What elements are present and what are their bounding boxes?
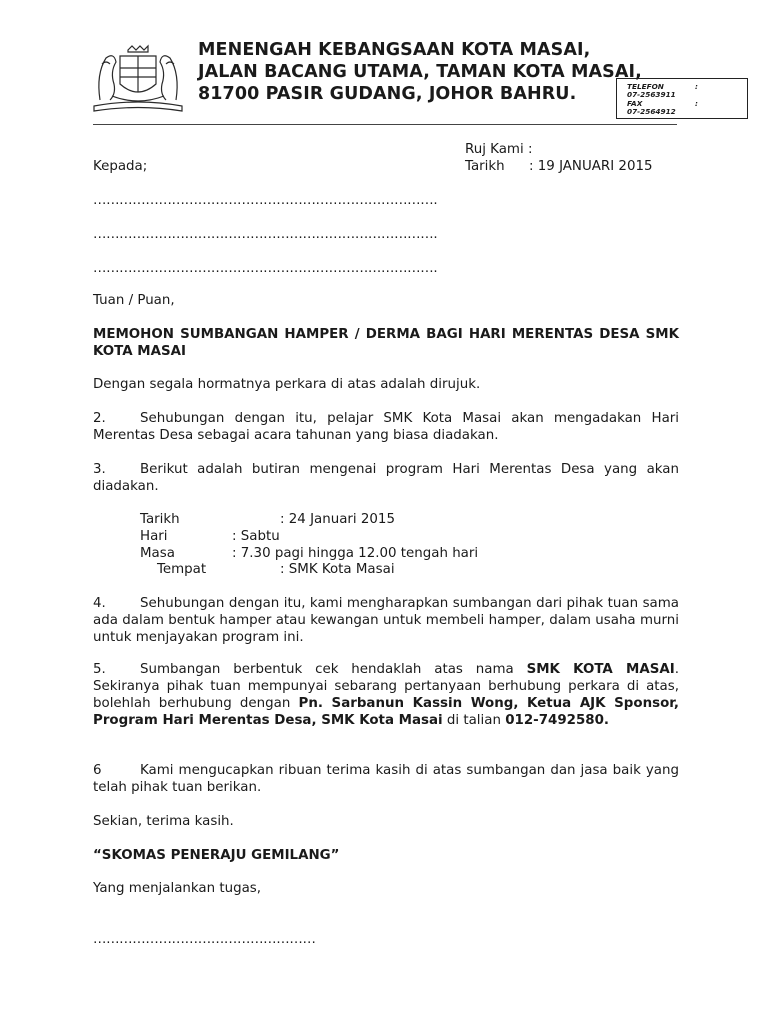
detail-hari-label: Hari: [140, 529, 168, 544]
salutation: Tuan / Puan,: [93, 293, 175, 308]
closing-yang: Yang menjalankan tugas,: [93, 881, 262, 896]
paragraph-5-text-a: Sumbangan berbentuk cek hendaklah atas nama: [140, 662, 527, 677]
paragraph-5-text-c: . Sekiranya pihak tuan mempunyai sebarang pertanyaan berhubung perkara di atas, bolehlah berhubung dengan: [93, 662, 679, 711]
school-motto: “SKOMAS PENERAJU GEMILANG”: [93, 848, 340, 863]
contact-person: Pn. Sarbanun Kassin Wong, Ketua AJK Sponsor, Program Hari Merentas Desa, SMK Kota Masai: [93, 696, 679, 728]
paragraph-3: [93, 461, 679, 495]
recipient-line-2: …………………………………………………………………….: [93, 227, 438, 242]
paragraph-2-text: Sehubungan dengan itu, pelajar SMK Kota Masai akan mengadakan Hari Merentas Desa sebagai acara tahunan yang biasa diadakan.: [93, 411, 679, 443]
fax-label: FAX: [627, 98, 643, 108]
paragraph-5-number: 5.: [93, 662, 106, 677]
recipient-line-3: …………………………………………………………………….: [93, 261, 438, 276]
paragraph-5: [93, 661, 679, 729]
tarikh-label: Tarikh: [465, 159, 505, 174]
detail-masa: [140, 545, 478, 562]
header-divider: [93, 124, 677, 125]
detail-tempat-label: Tempat: [157, 562, 207, 577]
paragraph-6: [93, 762, 679, 796]
subject-heading: MEMOHON SUMBANGAN HAMPER / DERMA BAGI HARI MERENTAS DESA SMK KOTA MASAI: [93, 327, 679, 359]
closing-sekian: Sekian, terima kasih.: [93, 814, 234, 829]
paragraph-4-text: Sehubungan dengan itu, kami mengharapkan sumbangan dari pihak tuan sama ada dalam bentuk hamper atau kewangan untuk membeli hamper, dalam usaha murni untuk menjayakan program ini.: [93, 596, 679, 645]
detail-tarikh: [140, 511, 395, 528]
telefon-label: TELEFON: [627, 82, 664, 91]
paragraph-6-number: 6: [93, 763, 102, 778]
paragraph-2-number: 2.: [93, 411, 106, 426]
detail-tarikh-label: Tarikh: [140, 512, 180, 527]
detail-masa-label: Masa: [140, 546, 175, 561]
detail-tempat-value: : SMK Kota Masai: [280, 562, 395, 577]
ruj-kami: [465, 141, 532, 158]
paragraph-1: Dengan segala hormatnya perkara di atas adalah dirujuk.: [93, 377, 481, 392]
crest-logo: [90, 44, 186, 114]
fax-value: 07-2564912: [627, 107, 676, 117]
telefon-colon: :: [695, 82, 698, 91]
fax-colon: :: [695, 98, 698, 108]
ruj-label: Ruj Kami: [465, 142, 524, 157]
school-address-line-3: 81700 PASIR GUDANG, JOHOR BAHRU.: [198, 84, 577, 104]
detail-hari: [140, 528, 280, 545]
contact-box: [616, 78, 748, 119]
school-address-line-2: JALAN BACANG UTAMA, TAMAN KOTA MASAI,: [198, 62, 642, 82]
paragraph-4-number: 4.: [93, 596, 106, 611]
paragraph-3-number: 3.: [93, 462, 106, 477]
ruj-value: :: [527, 142, 533, 157]
paragraph-6-text: Kami mengucapkan ribuan terima kasih di atas sumbangan dan jasa baik yang telah pihak tuan berikan.: [93, 763, 679, 795]
contact-phone: 012-7492580.: [505, 713, 610, 728]
letter-date: [465, 158, 653, 175]
school-name-line-1: MENENGAH KEBANGSAAN KOTA MASAI,: [198, 40, 591, 60]
detail-tempat: [157, 561, 395, 578]
telefon-value: 07-2563911: [627, 90, 676, 100]
detail-hari-value: : Sabtu: [232, 529, 280, 544]
tarikh-value: : 19 JANUARI 2015: [529, 159, 653, 174]
signature-line: ……………………………………………: [93, 932, 316, 947]
paragraph-2: [93, 410, 679, 444]
kepada-label: Kepada;: [93, 159, 148, 174]
paragraph-4: [93, 595, 679, 646]
paragraph-5-text-e: di talian: [442, 713, 506, 728]
detail-masa-value: : 7.30 pagi hingga 12.00 tengah hari: [232, 546, 479, 561]
recipient-line-1: …………………………………………………………………….: [93, 193, 438, 208]
paragraph-3-text: Berikut adalah butiran mengenai program Hari Merentas Desa yang akan diadakan.: [93, 462, 679, 494]
cheque-payee: SMK KOTA MASAI: [526, 662, 675, 677]
detail-tarikh-value: : 24 Januari 2015: [280, 512, 395, 527]
